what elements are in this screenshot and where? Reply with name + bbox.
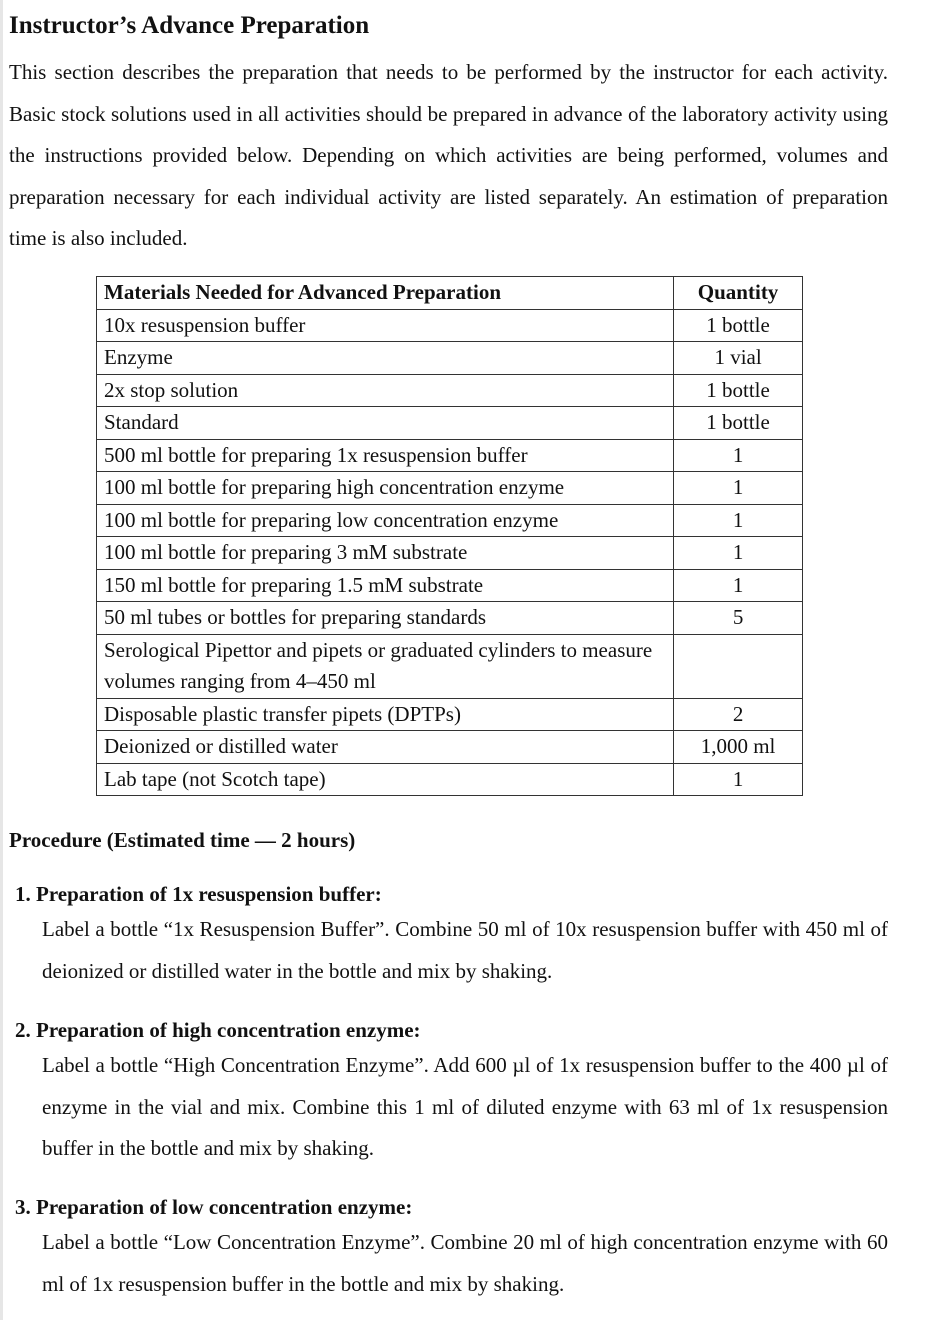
procedure-step <box>15 1015 888 1170</box>
quantity-cell: 1,000 ml <box>674 731 803 764</box>
table-row <box>97 537 803 570</box>
table-row <box>97 634 803 698</box>
table-row <box>97 763 803 796</box>
table-row <box>97 569 803 602</box>
intro-paragraph: This section describes the preparation that needs to be performed by the instructor for each activity. Basic stock solutions used in all activities should be prepared in advance of the laboratory activity using the instructions provided below. Depending on which activities are being performed, volumes and preparation necessary for each individual activity are listed separately. An estimation of preparation time is also included. <box>9 60 888 250</box>
material-cell: 50 ml tubes or bottles for preparing standards <box>97 602 674 635</box>
materials-table <box>96 276 803 796</box>
table-row <box>97 374 803 407</box>
section-title: Instructor’s Advance Preparation <box>9 12 370 39</box>
table-row <box>97 342 803 375</box>
quantity-cell: 1 <box>674 537 803 570</box>
material-cell: 10x resuspension buffer <box>97 309 674 342</box>
quantity-cell: 1 bottle <box>674 374 803 407</box>
material-cell: 150 ml bottle for preparing 1.5 mM substrate <box>97 569 674 602</box>
material-cell: Lab tape (not Scotch tape) <box>97 763 674 796</box>
procedure-time: (Estimated time — 2 hours) <box>106 828 356 852</box>
quantity-cell: 1 vial <box>674 342 803 375</box>
procedure-heading <box>9 825 355 855</box>
procedure-label: Procedure <box>9 828 102 852</box>
quantity-cell: 1 bottle <box>674 309 803 342</box>
material-cell: Enzyme <box>97 342 674 375</box>
procedure-step <box>15 1192 888 1305</box>
material-cell: 100 ml bottle for preparing low concentration enzyme <box>97 504 674 537</box>
quantity-cell <box>674 634 803 698</box>
material-cell: Standard <box>97 407 674 440</box>
quantity-cell: 1 <box>674 439 803 472</box>
step-title: 2. Preparation of high concentration enzyme: <box>15 1018 421 1042</box>
table-row <box>97 698 803 731</box>
material-cell: 100 ml bottle for preparing high concentration enzyme <box>97 472 674 505</box>
table-header-row <box>97 277 803 310</box>
step-title: 3. Preparation of low concentration enzyme: <box>15 1195 413 1219</box>
step-body: Label a bottle “1x Resuspension Buffer”. Combine 50 ml of 10x resuspension buffer with 450 ml of deionized or distilled water in the bottle and mix by shaking. <box>42 917 888 983</box>
page-edge-divider <box>0 0 3 1320</box>
quantity-cell: 1 <box>674 763 803 796</box>
procedure-step <box>15 879 888 992</box>
quantity-cell: 1 <box>674 504 803 537</box>
material-cell: 500 ml bottle for preparing 1x resuspension buffer <box>97 439 674 472</box>
quantity-column-header: Quantity <box>674 277 803 310</box>
table-row <box>97 407 803 440</box>
quantity-cell: 1 bottle <box>674 407 803 440</box>
material-cell: Serological Pipettor and pipets or graduated cylinders to measure volumes ranging from 4–450 ml <box>97 634 674 698</box>
table-row <box>97 504 803 537</box>
quantity-cell: 2 <box>674 698 803 731</box>
table-row <box>97 309 803 342</box>
quantity-cell: 5 <box>674 602 803 635</box>
table-row <box>97 439 803 472</box>
material-cell: Disposable plastic transfer pipets (DPTPs) <box>97 698 674 731</box>
table-row <box>97 731 803 764</box>
quantity-cell: 1 <box>674 472 803 505</box>
materials-column-header: Materials Needed for Advanced Preparation <box>97 277 674 310</box>
step-title: 1. Preparation of 1x resuspension buffer: <box>15 882 382 906</box>
table-row <box>97 472 803 505</box>
step-body: Label a bottle “High Concentration Enzyme”. Add 600 µl of 1x resuspension buffer to the 400 µl of enzyme in the vial and mix. Combine this 1 ml of diluted enzyme with 63 ml of 1x resuspension buffer in the bottle and mix by shaking. <box>42 1053 888 1160</box>
material-cell: 2x stop solution <box>97 374 674 407</box>
table-row <box>97 602 803 635</box>
step-body: Label a bottle “Low Concentration Enzyme”. Combine 20 ml of high concentration enzyme with 60 ml of 1x resuspension buffer in the bottle and mix by shaking. <box>42 1230 888 1296</box>
material-cell: 100 ml bottle for preparing 3 mM substrate <box>97 537 674 570</box>
quantity-cell: 1 <box>674 569 803 602</box>
material-cell: Deionized or distilled water <box>97 731 674 764</box>
